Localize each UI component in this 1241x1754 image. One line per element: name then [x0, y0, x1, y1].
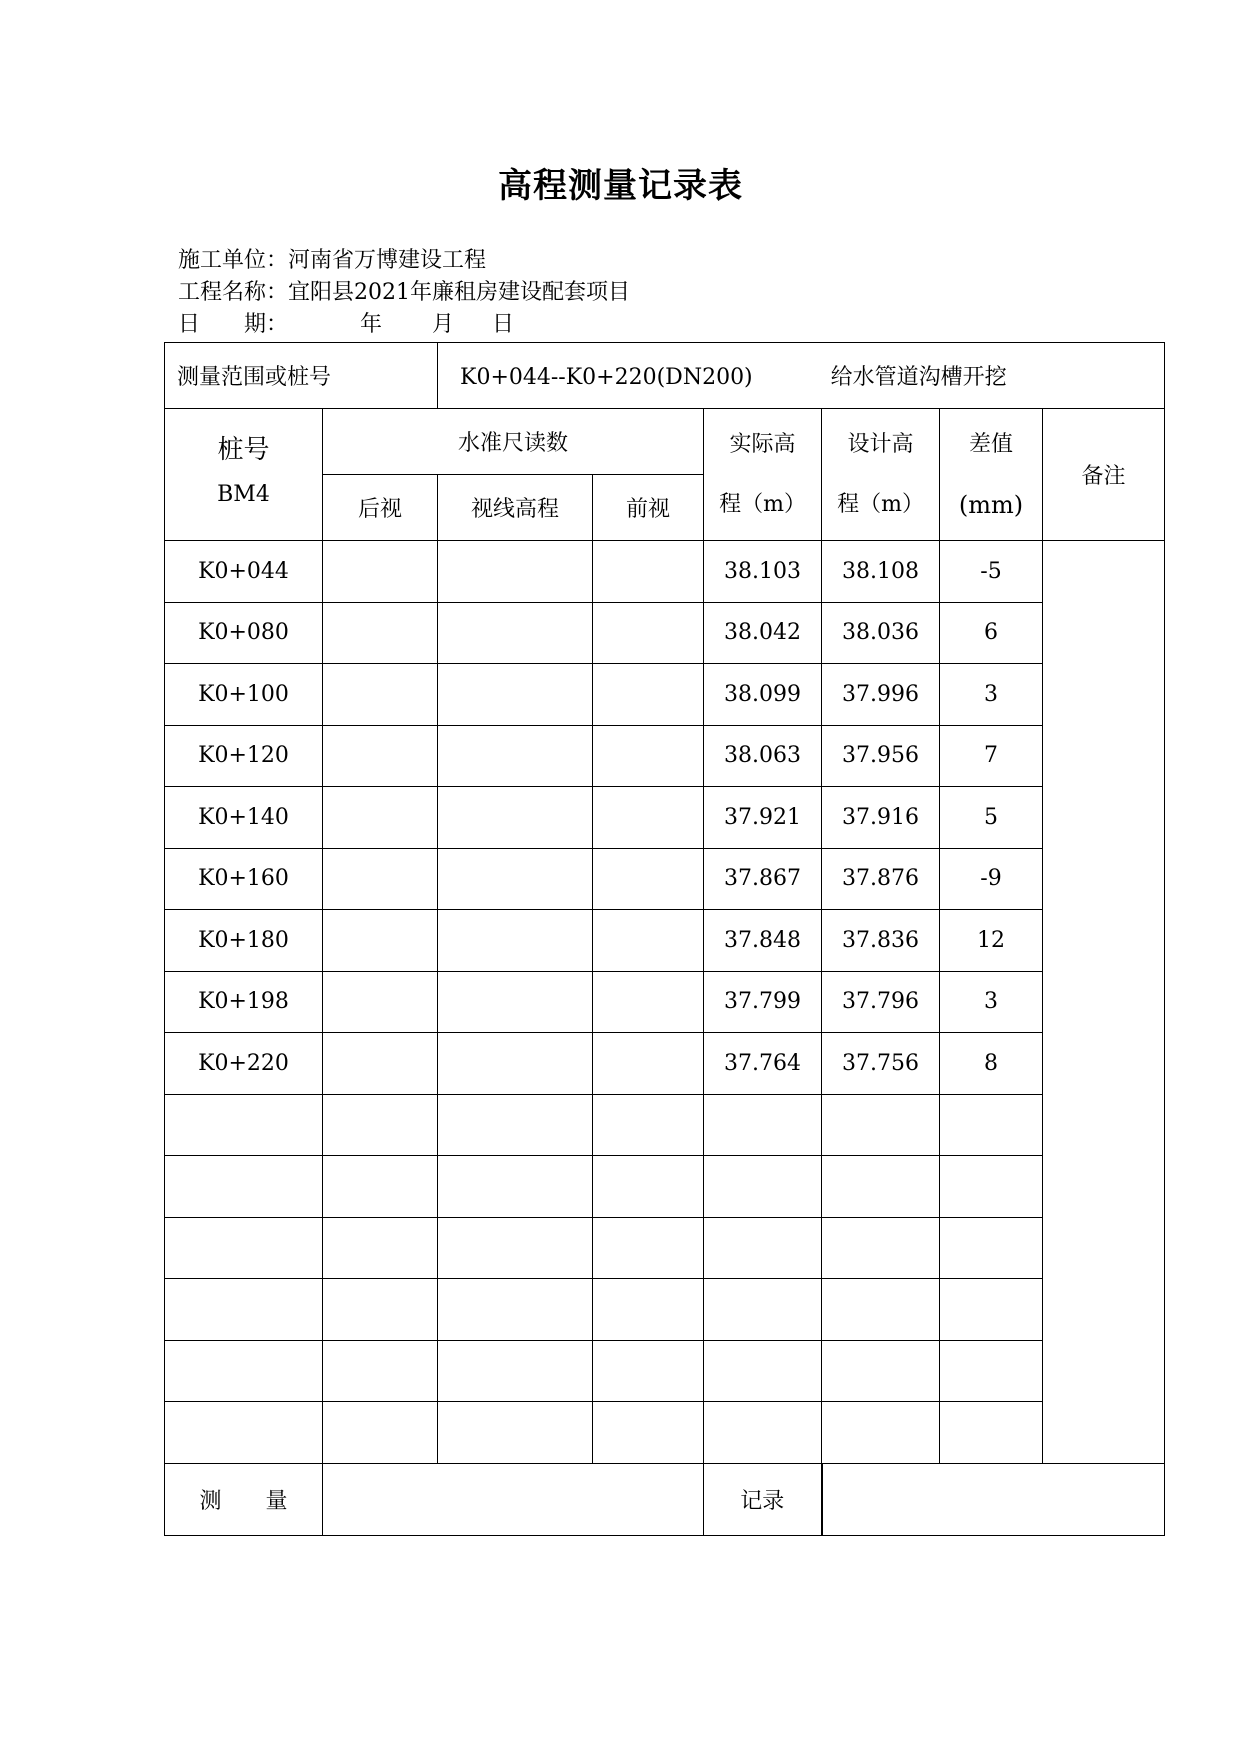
difference-cell — [940, 1279, 1043, 1341]
design-elevation-cell: 38.036 — [822, 602, 940, 664]
station-cell — [165, 1094, 323, 1156]
station-cell — [165, 1279, 323, 1341]
table-row — [165, 541, 1165, 603]
actual-elevation-cell — [704, 1217, 822, 1279]
instrument-height-cell — [438, 541, 593, 603]
design-elevation-header-line2: 程（m） — [837, 491, 924, 517]
difference-cell: 12 — [940, 910, 1043, 972]
difference-cell: -5 — [940, 541, 1043, 603]
date-day: 日 — [492, 312, 515, 337]
level-reading-header: 水准尺读数 — [323, 409, 704, 475]
backsight-cell — [323, 971, 438, 1033]
design-elevation-cell — [822, 1279, 940, 1341]
remarks-cell — [1043, 541, 1165, 1464]
station-cell — [165, 1217, 323, 1279]
design-elevation-cell: 38.108 — [822, 541, 940, 603]
actual-elevation-cell — [704, 1340, 822, 1402]
backsight-cell — [323, 1279, 438, 1341]
difference-cell: 3 — [940, 664, 1043, 726]
date-year: 年 — [360, 312, 383, 337]
table-row — [165, 848, 1165, 910]
construction-unit-value: 河南省万博建设工程 — [288, 248, 487, 273]
survey-signature-cell — [323, 1463, 704, 1535]
difference-cell — [940, 1156, 1043, 1218]
backsight-cell — [323, 787, 438, 849]
foresight-cell — [593, 910, 704, 972]
station-cell: K0+044 — [165, 541, 323, 603]
foresight-cell — [593, 541, 704, 603]
design-elevation-cell — [822, 1402, 940, 1464]
actual-elevation-header-line2: 程（m） — [719, 491, 806, 517]
table-row — [165, 725, 1165, 787]
actual-elevation-cell: 38.063 — [704, 725, 822, 787]
survey-label: 测 量 — [165, 1463, 323, 1535]
scope-value — [438, 343, 1165, 409]
actual-elevation-header-line1: 实际高 — [729, 431, 796, 457]
difference-cell — [940, 1340, 1043, 1402]
foresight-cell — [593, 1402, 704, 1464]
date-line — [178, 310, 514, 340]
elevation-survey-table — [164, 342, 1165, 1536]
foresight-cell — [593, 1033, 704, 1095]
empty-table-row — [165, 1340, 1165, 1402]
design-elevation-header-line1: 设计高 — [847, 431, 914, 457]
station-cell — [165, 1340, 323, 1402]
design-elevation-cell: 37.996 — [822, 664, 940, 726]
backsight-cell — [323, 664, 438, 726]
foresight-cell — [593, 725, 704, 787]
instrument-height-cell — [438, 1402, 593, 1464]
difference-cell: 6 — [940, 602, 1043, 664]
difference-header-line1: 差值 — [969, 431, 1014, 457]
empty-table-row — [165, 1402, 1165, 1464]
benchmark-label: BM4 — [217, 481, 270, 507]
scope-row — [165, 343, 1165, 409]
table-row — [165, 910, 1165, 972]
actual-elevation-cell — [704, 1402, 822, 1464]
backsight-cell — [323, 541, 438, 603]
table-row — [165, 971, 1165, 1033]
instrument-height-cell — [438, 910, 593, 972]
table-row — [165, 1033, 1165, 1095]
scope-description: 给水管道沟槽开挖 — [830, 365, 1007, 390]
station-header-label: 桩号 — [217, 434, 270, 465]
design-elevation-cell: 37.876 — [822, 848, 940, 910]
actual-elevation-cell: 37.921 — [704, 787, 822, 849]
difference-cell: 5 — [940, 787, 1043, 849]
backsight-cell — [323, 1340, 438, 1402]
instrument-height-cell — [438, 1156, 593, 1218]
actual-elevation-cell: 38.103 — [704, 541, 822, 603]
table-row — [165, 664, 1165, 726]
backsight-cell — [323, 1217, 438, 1279]
actual-elevation-cell — [704, 1279, 822, 1341]
project-name-line — [178, 278, 630, 308]
difference-cell — [940, 1094, 1043, 1156]
instrument-height-cell — [438, 1033, 593, 1095]
backsight-cell — [323, 1033, 438, 1095]
design-elevation-cell: 37.916 — [822, 787, 940, 849]
foresight-cell — [593, 1340, 704, 1402]
foresight-cell — [593, 1156, 704, 1218]
construction-unit-label: 施工单位： — [178, 248, 289, 273]
table-row — [165, 602, 1165, 664]
instrument-height-cell — [438, 725, 593, 787]
actual-elevation-cell: 37.799 — [704, 971, 822, 1033]
signature-row — [165, 1463, 1165, 1535]
station-cell: K0+160 — [165, 848, 323, 910]
project-name-value: 宜阳县2021年廉租房建设配套项目 — [288, 280, 631, 305]
design-elevation-cell — [822, 1217, 940, 1279]
station-cell: K0+140 — [165, 787, 323, 849]
foresight-cell — [593, 1279, 704, 1341]
foresight-cell — [593, 1094, 704, 1156]
actual-elevation-cell — [704, 1156, 822, 1218]
foresight-cell — [593, 602, 704, 664]
design-elevation-cell — [822, 1094, 940, 1156]
empty-table-row — [165, 1094, 1165, 1156]
backsight-cell — [323, 910, 438, 972]
instrument-height-cell — [438, 848, 593, 910]
instrument-height-cell — [438, 1217, 593, 1279]
page-title: 高程测量记录表 — [498, 166, 743, 206]
remarks-header: 备注 — [1043, 409, 1165, 541]
difference-cell — [940, 1402, 1043, 1464]
difference-cell: 3 — [940, 971, 1043, 1033]
date-label: 日 期： — [178, 312, 289, 337]
scope-range: K0+044--K0+220(DN200) — [460, 365, 753, 390]
actual-elevation-cell: 38.042 — [704, 602, 822, 664]
backsight-header: 后视 — [323, 475, 438, 541]
backsight-cell — [323, 725, 438, 787]
date-month: 月 — [432, 312, 455, 337]
design-elevation-cell — [822, 1156, 940, 1218]
station-cell: K0+198 — [165, 971, 323, 1033]
foresight-cell — [593, 787, 704, 849]
instrument-height-cell — [438, 1094, 593, 1156]
backsight-cell — [323, 1402, 438, 1464]
header-row-1 — [165, 409, 1165, 475]
actual-elevation-header — [704, 409, 822, 541]
record-label: 记录 — [704, 1463, 822, 1535]
design-elevation-cell: 37.796 — [822, 971, 940, 1033]
backsight-cell — [323, 602, 438, 664]
design-elevation-cell: 37.956 — [822, 725, 940, 787]
instrument-height-cell — [438, 602, 593, 664]
scope-label: 测量范围或桩号 — [165, 343, 438, 409]
instrument-height-cell — [438, 664, 593, 726]
foresight-header: 前视 — [593, 475, 704, 541]
instrument-height-cell — [438, 1279, 593, 1341]
empty-table-row — [165, 1279, 1165, 1341]
design-elevation-header — [822, 409, 940, 541]
empty-table-row — [165, 1156, 1165, 1218]
station-header — [165, 409, 323, 541]
backsight-cell — [323, 848, 438, 910]
difference-cell — [940, 1217, 1043, 1279]
difference-header — [940, 409, 1043, 541]
actual-elevation-cell: 37.764 — [704, 1033, 822, 1095]
station-cell: K0+100 — [165, 664, 323, 726]
actual-elevation-cell: 37.848 — [704, 910, 822, 972]
instrument-height-header: 视线高程 — [438, 475, 593, 541]
instrument-height-cell — [438, 787, 593, 849]
actual-elevation-cell — [704, 1094, 822, 1156]
difference-header-line2: (mm) — [958, 490, 1024, 519]
project-name-label: 工程名称： — [178, 280, 289, 305]
actual-elevation-cell: 38.099 — [704, 664, 822, 726]
design-elevation-cell — [822, 1340, 940, 1402]
record-signature-cell — [822, 1463, 1165, 1535]
difference-cell: 8 — [940, 1033, 1043, 1095]
construction-unit-line — [178, 246, 486, 276]
foresight-cell — [593, 971, 704, 1033]
empty-table-row — [165, 1217, 1165, 1279]
instrument-height-cell — [438, 971, 593, 1033]
difference-cell: -9 — [940, 848, 1043, 910]
foresight-cell — [593, 848, 704, 910]
table-row — [165, 787, 1165, 849]
station-cell — [165, 1402, 323, 1464]
actual-elevation-cell: 37.867 — [704, 848, 822, 910]
station-cell: K0+120 — [165, 725, 323, 787]
foresight-cell — [593, 1217, 704, 1279]
difference-cell: 7 — [940, 725, 1043, 787]
design-elevation-cell: 37.836 — [822, 910, 940, 972]
instrument-height-cell — [438, 1340, 593, 1402]
foresight-cell — [593, 664, 704, 726]
station-cell: K0+080 — [165, 602, 323, 664]
design-elevation-cell: 37.756 — [822, 1033, 940, 1095]
backsight-cell — [323, 1156, 438, 1218]
station-cell — [165, 1156, 323, 1218]
station-cell: K0+220 — [165, 1033, 323, 1095]
station-cell: K0+180 — [165, 910, 323, 972]
backsight-cell — [323, 1094, 438, 1156]
